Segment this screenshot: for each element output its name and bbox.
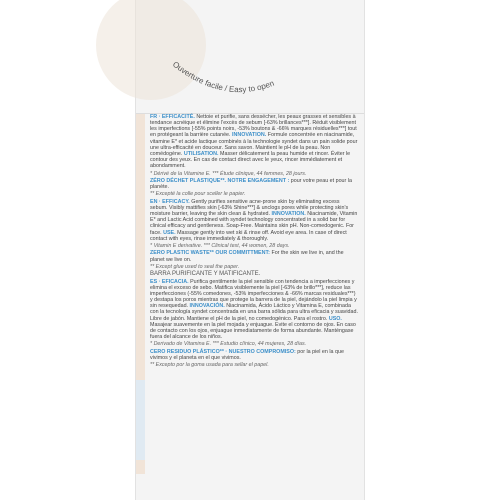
es-note-2: ** Excepto por la goma usada para sellar el papel. [150,362,269,369]
fr-zero-waste: ZÉRO DÉCHET PLASTIQUE**. NOTRE ENGAGEMENT : pour votre peau et pour la planète. [150,177,352,191]
easy-open-text: Ouverture facile / Easy to open [170,59,276,95]
color-strip-cool [136,380,145,460]
fr-note-1: * Dérivé de la Vitamine E. *** Étude clinique, 44 femmes, 28 jours. [150,170,307,177]
en-section: EN · EFFICACY. Gently purifies sensitive acne-prone skin by eliminating excess sebum. Visibly mattifies skin [-63% Shine***] & unclogs pores while protecting skin's moisture barrier, leaving the skin clean & hydrated. INNOVATION. Niacinamide, Vitamin E* and Lactic Acid combined with syndet technology concentrated in a solid bar for clinical efficacy and gentleness. Soap-Free. Maintains skin pH. Non-comedogenic. For face. USE. Massage gently into wet ski & rinse off. Avoid eye area. In case of direct contact with eyes, rinse immediately & thoroughly. [150,198,358,242]
opening-flap[interactable] [136,0,364,113]
es-section: ES · EFICACIA. Purifica gentilmente la piel sensible con tendencia a imperfecciones y elimina el exceso de sebo. Matifica visiblemente la piel [-63% de brillo***], reduce las imperfecciones (-55% comedones, -53% imperfecciones & -66% marcas residuales***) y destapa los poros mientras que protege la barrera de la piel, dejándolo la piel limpia y sin resequedad. INNOVACIÓN. Niacinamida, Ácido Láctico y Vitamina E, combinada con la tecnología syndet concentrada en una barra sólida para ultra eficacia y suavidad. Libre de jabón. Mantiene el pH de la piel, no comedogénico. Para el rostro. USO. Masajear suavemente en la piel mojada y enjuague. Evite el contorno de ojos. En caso de contacto con los ojos, enjuague inmediatamente de forma abundante. Manténgase fuera del alcance de los niños. [150,278,358,340]
es-title: BARRA PURIFICANTE Y MATIFICANTE. [150,271,261,278]
product-description [150,114,358,370]
svg-text:Ouverture facile / Easy to ope [171,60,275,94]
es-note-1: * Derivado de Vitamina E. *** Estudio clínico, 44 mujeres, 28 días. [150,341,307,348]
es-zero-waste: CERO RESIDUO PLÁSTICO** · NUESTRO COMPROMISO: por la piel en la que vivimos y el planeta en el que vivimos. [150,348,344,361]
en-note-2: ** Except glue used to seal the paper. [150,263,240,270]
en-zero-waste: ZERO PLASTIC WASTE** OUR COMMITTMENT: For the skin we live in, and the planet we live on. [150,250,344,263]
fr-section: FR · EFFICACITÉ. Nettoie et purifie, sans dessécher, les peaux grasses et sensibles à tendance acnéique et élimine l'excès de sebum [-63% brillances***]. Réduit visiblement les imperfections [-55% points noirs, -53% boutons & -66% marques résiduelles***] tout en protégeant la barrière cutanée. INNOVATION. Formule concentrée en niacinamide, vitamine E* et acide lactique combinés à la technologie syndet dans un pain solide pour une ultra-efficacité en douceur. Sans savon. Maintient le pH de la peau. Non comédogène. UTILISATION. Masser délicatement la peau humide et rincer. Éviter le contour des yeux. En cas de contact direct avec le yeux, rincer immédiatement et abondamment. [150,114,358,170]
easy-open-arc-label [136,0,366,113]
en-note-1: * Vitamin E derivative. *** Clinical test, 44 women, 28 days. [150,243,290,250]
fr-note-2: ** Excepté la colle pour sceller le papier. [150,191,246,198]
product-box-side-panel [135,0,365,500]
